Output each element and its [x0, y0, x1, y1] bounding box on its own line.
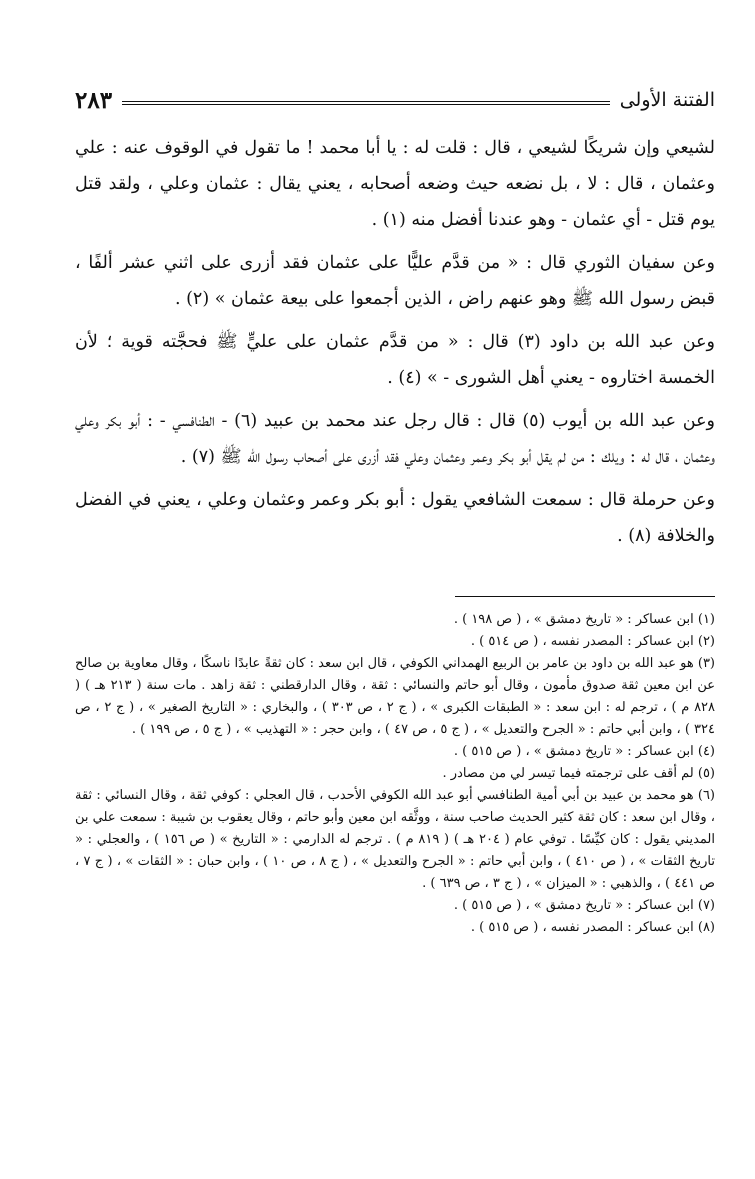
paragraph: وعن حرملة قال : سمعت الشافعي يقول : أبو بكر وعمر وعثمان وعلي ، يعني في الفضل والخلافة (٨) . — [75, 490, 715, 546]
book-page — [75, 80, 715, 939]
footnote: (١) ابن عساكر : « تاريخ دمشق » ، ( ص ١٩٨ ) . — [453, 612, 715, 627]
paragraph: وعن عبد الله بن داود (٣) قال : « من قدَّم عثمان على عليٍّ ﷺ فحجَّته قوية ؛ لأن الخمسة اختاروه - يعني أهل الشورى - » (٤) . — [75, 332, 715, 388]
paragraph: لشيعي وإن شريكًا لشيعي ، قال : قلت له : يا أبا محمد ! ما تقول في الوقوف عنه : علي وعثمان ، قال : لا ، بل نضعه حيث وضعه أصحابه ، يعني يقال : عثمان وعلي ، ولقد قتل يوم قتل - أي عثمان - وهو عندنا أفضل منه (١) . — [75, 138, 715, 230]
footnote: (٦) هو محمد بن عبيد بن أبي أمية الطنافسي أبو عبد الله الكوفي الأحدب ، قال العجلي : كوفي ثقة ، وقال النسائي : ثقة ، وقال ابن سعد : كان ثقة كثير الحديث صاحب سنة ، ووثَّقه ابن معين وأبو حاتم ، وقال يعقوب بن شيبة : سمعت علي بن المديني يقول : كان كيِّسًا . توفي عام ( ٢٠٤ هـ ) ( ٨١٩ م ) . ترجم له الدارمي : « التاريخ » ( ص ١٥٦ ) ، والعجلي : « تاريخ الثقات » ، ( ص ٤١٠ ) ، وابن أبي حاتم : « الجرح والتعديل » ، ( ج ٨ ، ص ١٠ ) ، وابن حبان : « الثقات » ، ( ج ٧ ، ص ٤٤١ ) ، والذهبي : « الميزان » ، ( ج ٣ ، ص ٦٣٩ ) . — [75, 788, 716, 891]
footnote: (٣) هو عبد الله بن داود بن عامر بن الربيع الهمداني الكوفي ، قال ابن سعد : كان ثقةً عابدًا ناسكًا ، وقال معاوية بن صالح عن ابن معين ثقة صدوق مأمون ، وقال أبو حاتم والنسائي : ثقة ، وقال الدارقطني : ثقة زاهد . مات سنة ( ٢١٣ هـ ) ( ٨٢٨ م ) ، ترجم له : ابن سعد : « الطبقات الكبرى » ، ( ج ٢ ، ص ٣٠٣ ) ، والبخاري : « التاريخ الصغير » ، ( ج ٢ ، ص ٣٢٤ ) ، وابن أبي حاتم : « الجرح والتعديل » ، ( ج ٥ ، ص ٤٧ ) ، وابن حجر : « التهذيب » ، ( ج ٥ ، ص ١٩٩ ) . — [75, 656, 716, 737]
page-number: ٢٨٣ — [75, 86, 113, 114]
main-text — [75, 130, 715, 554]
footnote: (٧) ابن عساكر : « تاريخ دمشق » ، ( ص ٥١٥ ) . — [453, 898, 715, 913]
footnote: (٥) لم أقف على ترجمته فيما تيسر لي من مصادر . — [442, 766, 715, 781]
footnote: (٨) ابن عساكر : المصدر نفسه ، ( ص ٥١٥ ) . — [470, 920, 715, 935]
footnote-separator — [455, 596, 715, 597]
chapter-title: الفتنة الأولى — [619, 89, 715, 111]
header-rule — [122, 101, 610, 105]
paragraph: وعن عبد الله بن أيوب (٥) قال : قال رجل عند محمد بن عبيد (٦) - الطنافسي - : أبو بكر وعلي وعثمان ، قال له : ويلك : من لم يقل أبو بكر وعمر وعثمان وعلي فقد أزرى على أصحاب رسول الله ﷺ (٧) . — [75, 411, 715, 467]
paragraph: وعن سفيان الثوري قال : « من قدَّم عليًّا على عثمان فقد أزرى على اثني عشر ألفًا ، قبض رسول الله ﷺ وهو عنهم راض ، الذين أجمعوا على بيعة عثمان » (٢) . — [75, 253, 715, 309]
running-header — [75, 80, 715, 120]
footnote: (٢) ابن عساكر : المصدر نفسه ، ( ص ٥١٤ ) . — [470, 634, 715, 649]
footnotes — [75, 609, 715, 939]
footnote: (٤) ابن عساكر : « تاريخ دمشق » ، ( ص ٥١٥ ) . — [453, 744, 715, 759]
